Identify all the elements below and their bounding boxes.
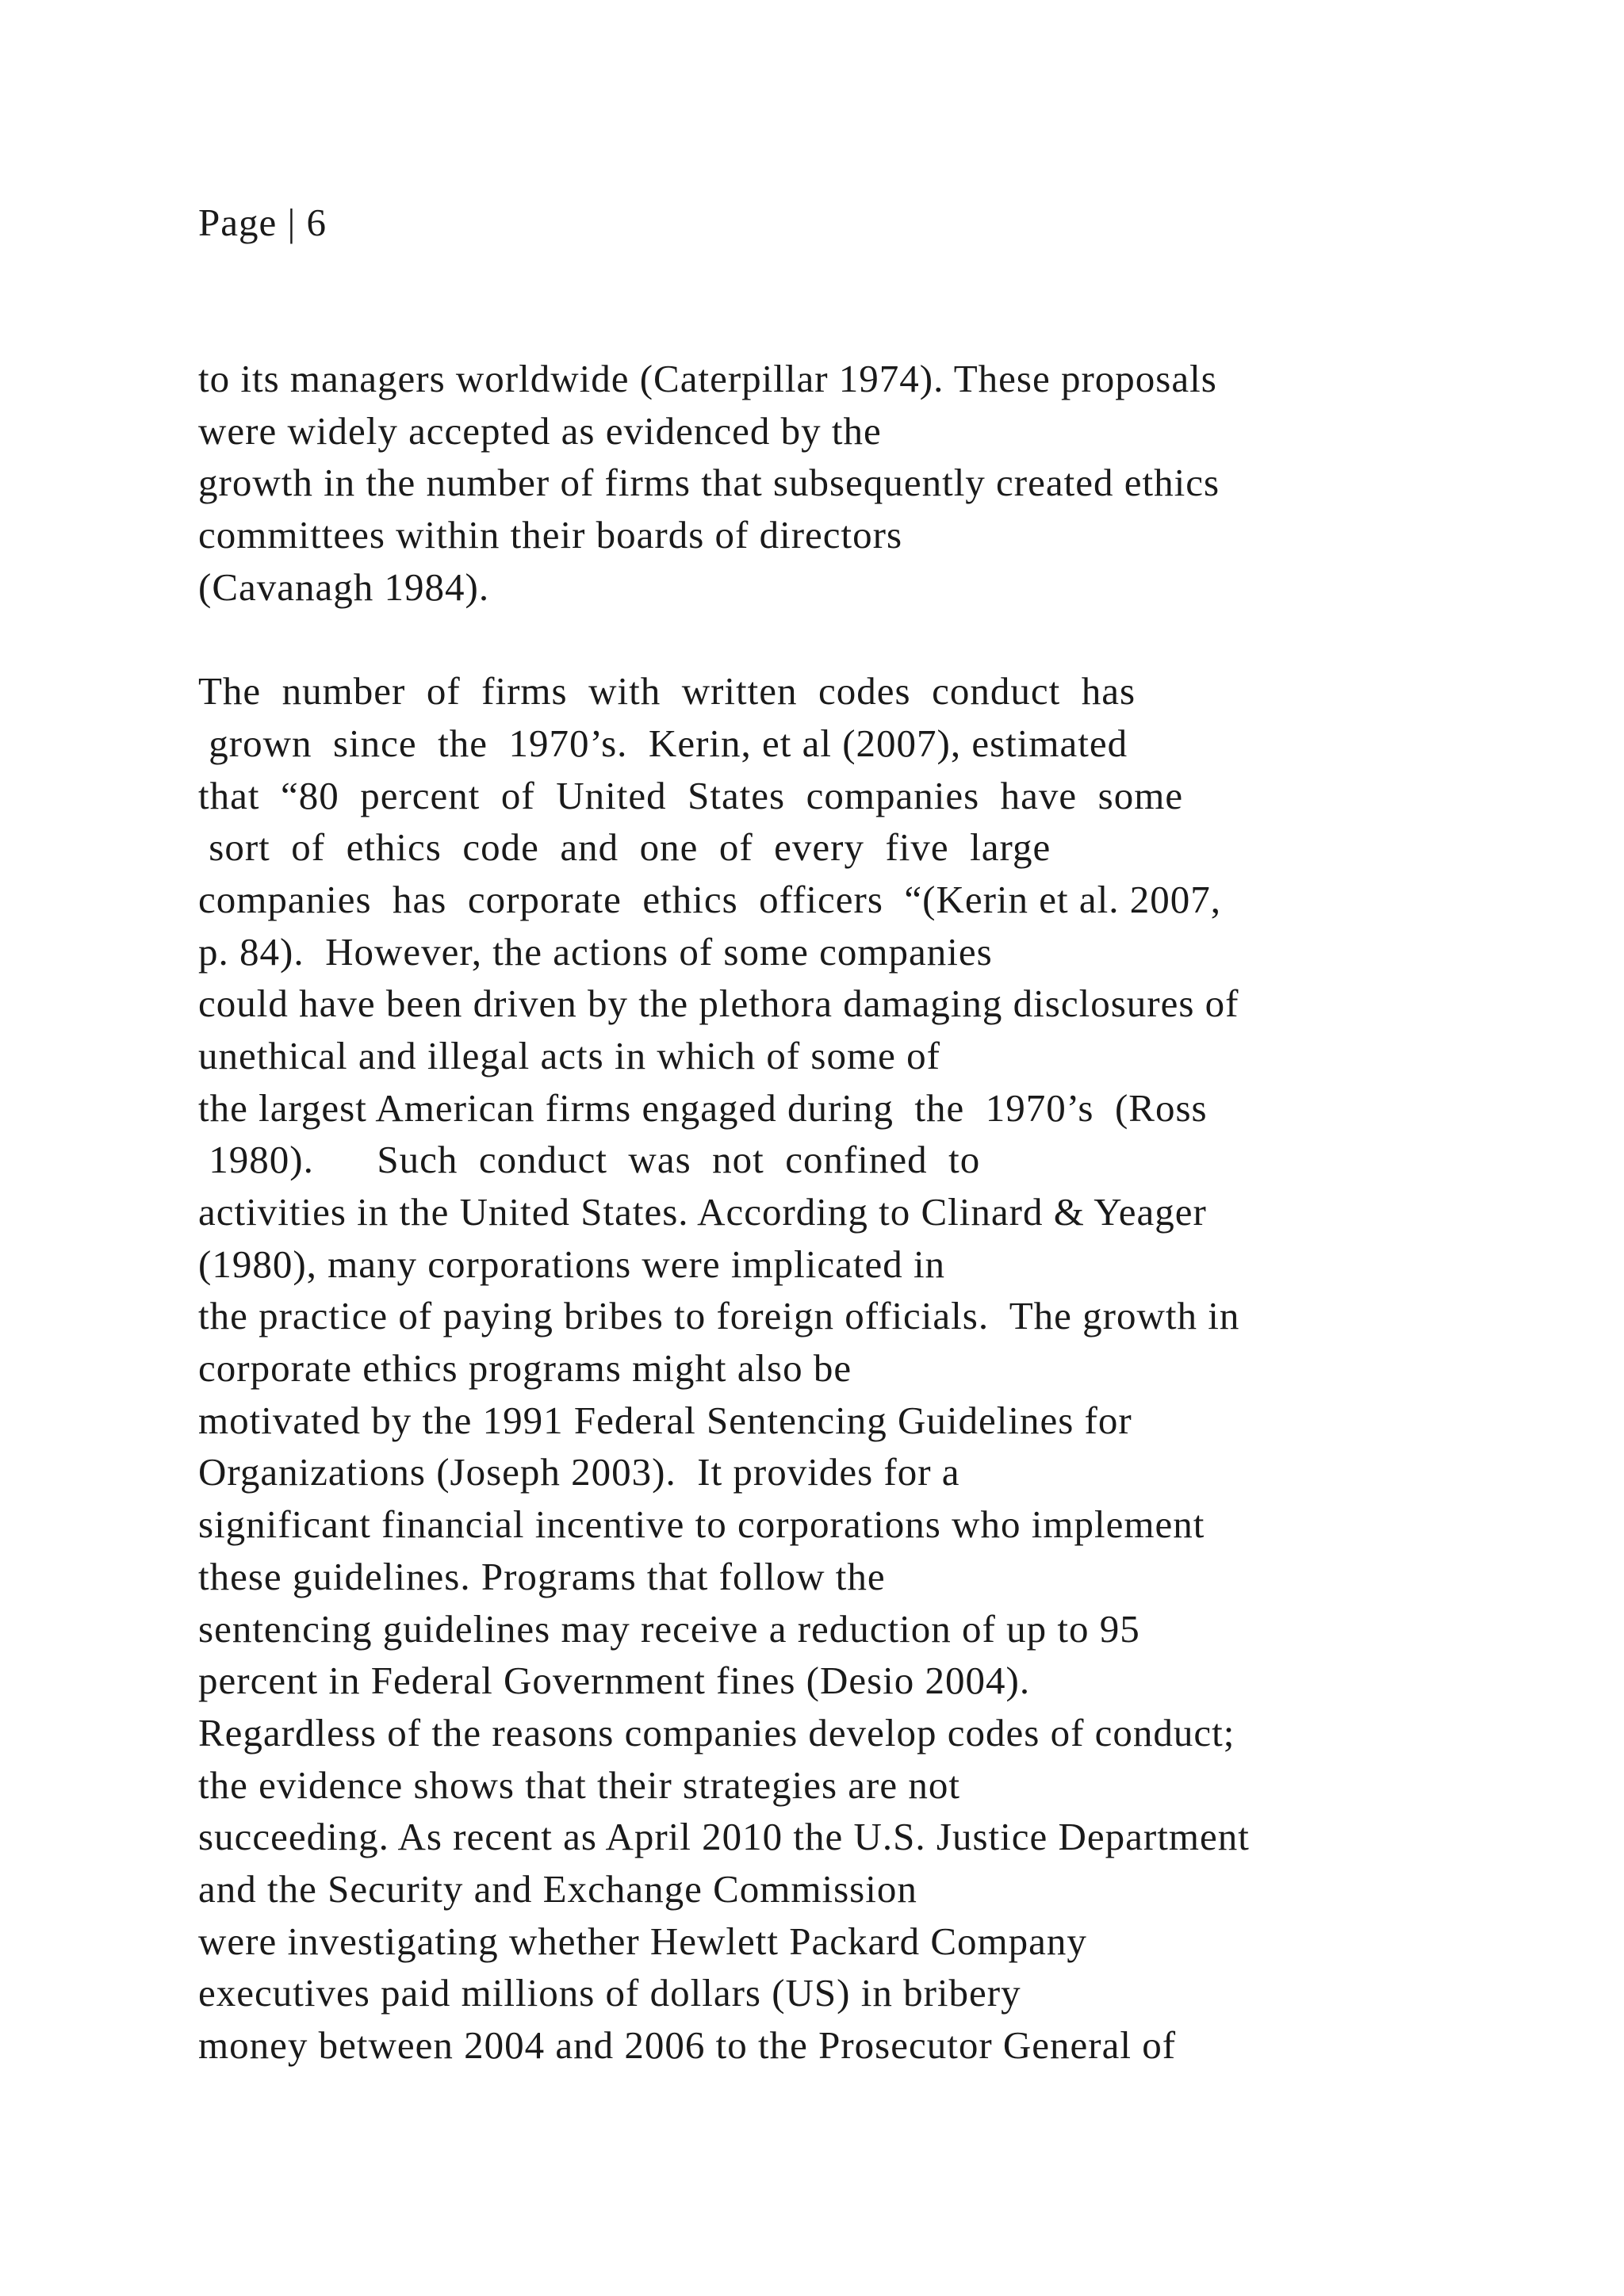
- text-line: committees within their boards of directors: [198, 513, 903, 557]
- text-line: Regardless of the reasons companies develop codes of conduct;: [198, 1710, 1235, 1755]
- text-line: Organizations (Joseph 2003). It provides for a: [198, 1450, 960, 1494]
- text-line: the evidence shows that their strategies are not: [198, 1762, 960, 1807]
- text-line: activities in the United States. According to Clinard & Yeager: [198, 1190, 1207, 1234]
- text-line: could have been driven by the plethora damaging disclosures of: [198, 982, 1239, 1026]
- text-line: motivated by the 1991 Federal Sentencing Guidelines for: [198, 1398, 1132, 1442]
- text-line: to its managers worldwide (Caterpillar 1974). These proposals: [198, 357, 1217, 400]
- text-line: succeeding. As recent as April 2010 the U.S. Justice Department: [198, 1815, 1250, 1859]
- text-line: significant financial incentive to corporations who implement: [198, 1502, 1205, 1547]
- text-line: (1980), many corporations were implicated in: [198, 1242, 946, 1286]
- text-line: were investigating whether Hewlett Packard Company: [198, 1919, 1087, 1963]
- text-line: were widely accepted as evidenced by the: [198, 408, 882, 453]
- text-line: 1980). Such conduct was not confined to: [198, 1138, 981, 1182]
- text-line: unethical and illegal acts in which of some of: [198, 1033, 940, 1077]
- blank-line: [198, 613, 1546, 665]
- text-line: corporate ethics programs might also be: [198, 1346, 852, 1391]
- text-line: grown since the 1970’s. Kerin, et al (2007), estimated: [198, 721, 1128, 765]
- text-line: growth in the number of firms that subsequently created ethics: [198, 461, 1220, 505]
- text-line: that “80 percent of United States companies have some: [198, 773, 1184, 817]
- text-line: these guidelines. Programs that follow the: [198, 1554, 886, 1598]
- text-line: and the Security and Exchange Commission: [198, 1866, 917, 1911]
- text-line: executives paid millions of dollars (US) in bribery: [198, 1971, 1021, 2015]
- text-line: the largest American firms engaged during the 1970’s (Ross: [198, 1085, 1208, 1130]
- text-line: the practice of paying bribes to foreign officials. The growth in: [198, 1294, 1240, 1338]
- text-line: percent in Federal Government fines (Desio 2004).: [198, 1659, 1031, 1703]
- text-line: (Cavanagh 1984).: [198, 564, 490, 609]
- text-line: money between 2004 and 2006 to the Prosecutor General of: [198, 2023, 1177, 2067]
- body-text: [198, 353, 1546, 2072]
- text-line: sentencing guidelines may receive a reduction of up to 95: [198, 1606, 1140, 1651]
- text-line: sort of ethics code and one of every five large: [198, 825, 1051, 870]
- text-line: The number of firms with written codes conduct has: [198, 669, 1136, 714]
- page-header: Page | 6: [198, 201, 327, 244]
- text-line: p. 84). However, the actions of some companies: [198, 929, 993, 974]
- text-line: companies has corporate ethics officers “(Kerin et al. 2007,: [198, 877, 1221, 921]
